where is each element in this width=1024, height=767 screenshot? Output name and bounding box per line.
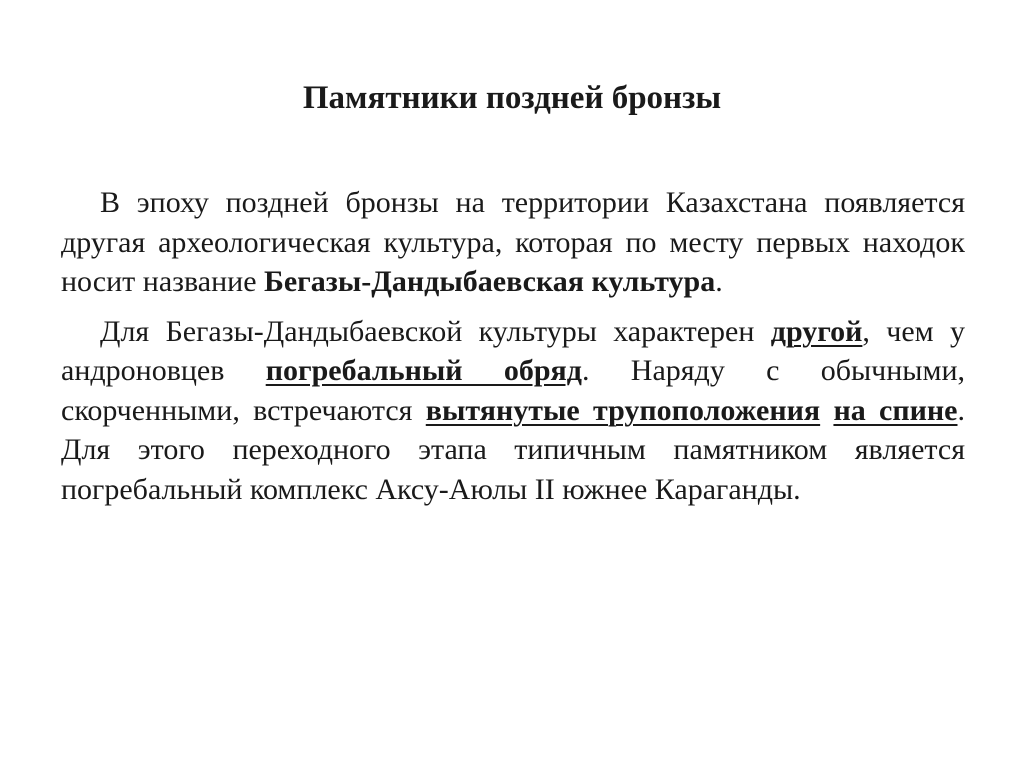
paragraph-2-text-4: [820, 394, 833, 427]
slide-body: [61, 183, 965, 509]
paragraph-1-text-2: .: [715, 265, 723, 298]
paragraph-2-text-1: Для Бегазы-Дандыбаевской культуры характерен: [100, 314, 771, 348]
emphasis-burial-rite: погребальный обряд: [265, 354, 582, 387]
paragraph-1: [61, 183, 965, 302]
paragraph-2: [61, 312, 965, 510]
paragraph-1-text-1: В эпоху поздней бронзы на территории Казахстана появляется другая археологическая культура, которая по месту первых находок носит название: [61, 186, 965, 298]
emphasis-other: другой: [770, 314, 863, 348]
slide-title: Памятники поздней бронзы: [302, 80, 722, 116]
paragraph-2-text-2: , чем у андроновцев: [61, 314, 965, 387]
emphasis-extended-burials: вытянутые трупоположения: [425, 393, 821, 427]
paragraph-2-text-3: . Наряду с обычными, скорченными, встречаются: [61, 354, 966, 427]
paragraph-2-text-5: . Для этого переходного этапа типичным памятником является погребальный комплекс Аксу-Аюлы II южнее Караганды.: [61, 393, 965, 506]
culture-name-bold: Бегазы-Дандыбаевская культура: [264, 265, 716, 298]
emphasis-on-back: на спине: [833, 393, 958, 427]
